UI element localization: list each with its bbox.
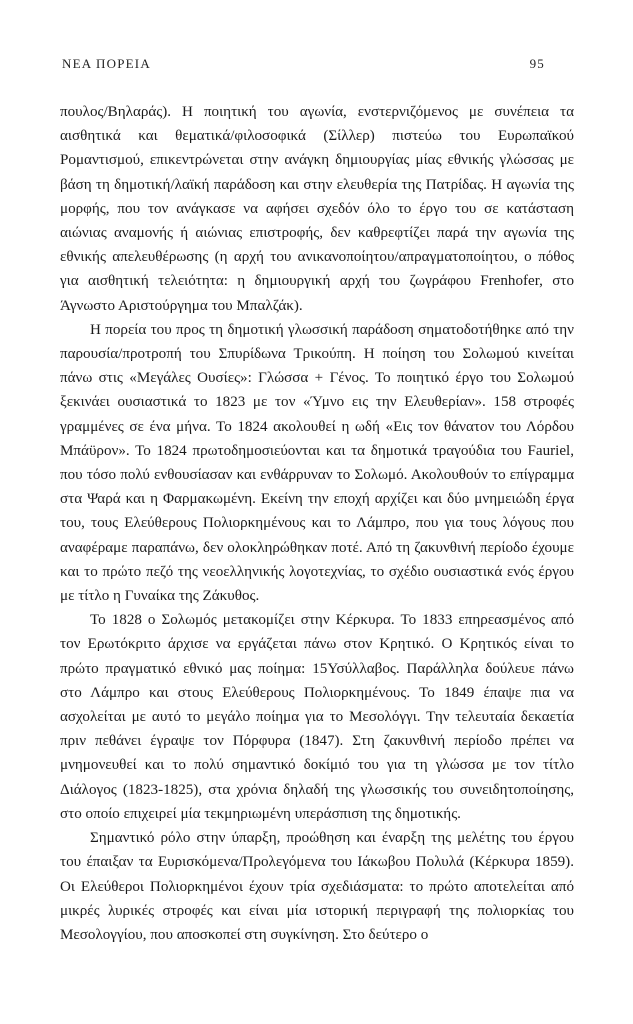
paragraph-1: πουλος/Βηλαράς). Η ποιητική του αγωνία, ενστερνιζόμενος με συνέπεια τα αισθητικά και θεματικά/φιλοσοφικά (Σίλλερ) πιστεύω του Ευρωπαϊκού Ρομαντισμού, επικεντρώνεται στην ανάγκη δημιουργίας μίας εθνικής γλώσσας με βάση τη δημοτική/λαϊκή παράδοση και στην ελευθερία της Πατρίδας. Η αγωνία της μορφής, που τον ανάγκασε να αφήσει σχεδόν όλο το έργο του σε κατάσταση αιώνιας αναμονής ή αιώνιας επιστροφής, δεν καθρεφτίζει παρά την αγωνία της εθνικής απελευθέρωσης (η αρχή του ανικανοποίητου/απραγματοποίητου, ο πόθος για αισθητική τελειότητα: η δημιουργική αρχή του ζωγράφου Frenhofer, στο Άγνωστο Αριστούργημα του Μπαλζάκ). xyxy=(60,104,574,314)
paragraph-3: Το 1828 ο Σολωμός μετακομίζει στην Κέρκυρα. Το 1833 επηρεασμένος από τον Ερωτόκριτο άρχισε να εργάζεται πάνω στον Κρητικό. Ο Κρητικός είναι το πρώτο πραγματικό εθνικό μας ποίημα: 15Υσύλλαβος. Παράλληλα δούλευε πάνω στο Λάμπρο και στους Ελεύθερους Πολιορκημένους. Το 1849 έπαψε πια να ασχολείται με αυτό το μεγάλο ποίημα για το Μεσολόγγι. Την τελευταία δεκαετία πριν πεθάνει έγραψε τον Πόρφυρα (1847). Στη ζακυνθινή περίοδο πρέπει να μνημονευθεί και το πολύ σημαντικό δοκίμιό του για τη γλώσσα με τον τίτλο Διάλογος (1823-1825), στα χρόνια δηλαδή της γλωσσικής του συνειδητοποίησης, στο οποίο επιχειρεί μία τεκμηριωμένη υπεράσπιση της δημοτικής. xyxy=(60,612,574,822)
paragraph-4: Σημαντικό ρόλο στην ύπαρξη, προώθηση και έναρξη της μελέτης του έργου του έπαιξαν τα Ευρισκόμενα/Προλεγόμενα του Ιάκωβου Πολυλά (Κέρκυρα 1859). Οι Ελεύθεροι Πολιορκημένοι έχουν τρία σχεδιάσματα: το πρώτο αποτελείται από μικρές λυρικές στροφές και είναι μία ιστορική περιγραφή της πολιορκίας του Μεσολογγίου, που αποσκοπεί στη συγκίνηση. Στο δεύτερο ο xyxy=(60,830,574,943)
page-number: 95 xyxy=(529,56,545,71)
running-header xyxy=(62,56,545,72)
paragraph-2: Η πορεία του προς τη δημοτική γλωσσική παράδοση σηματοδοτήθηκε από την παρουσία/προτροπή του Σπυρίδωνα Τρικούπη. Η ποίηση του Σολωμού κινείται πάνω στις «Μεγάλες Ουσίες»: Γλώσσα + Γένος. Το ποιητικό έργο του Σολωμού ξεκινάει ουσιαστικά το 1823 με τον «Ύμνο εις την Ελευθερίαν». 158 στροφές γραμμένες σε ένα μήνα. Το 1824 ακολουθεί η ωδή «Εις τον θάνατον του Λόρδου Μπάϋρον». Το 1824 πρωτοδημοσιεύονται και τα δημοτικά τραγούδια του Fauriel, που τόσο πολύ ενθουσίασαν και ενθάρρυναν το Σολωμό. Ακολουθούν το επίγραμμα στα Ψαρά και η Φαρμακωμένη. Εκείνη την εποχή αρχίζει και δύο μνημειώδη έργα του, τους Ελεύθερους Πολιορκημένους και το Λάμπρο, που για τους λόγους που αναφέραμε παραπάνω, δεν ολοκληρώθηκαν ποτέ. Από τη ζακυνθινή περίοδο έχουμε και το πρώτο πεζό της νεοελληνικής λογοτεχνίας, το σχέδιο ουσιαστικά ενός έργου με τίτλο η Γυναίκα της Ζάκυθος. xyxy=(60,321,574,605)
journal-title: ΝΕΑ ΠΟΡΕΙΑ xyxy=(62,56,151,71)
body-text xyxy=(60,100,574,947)
